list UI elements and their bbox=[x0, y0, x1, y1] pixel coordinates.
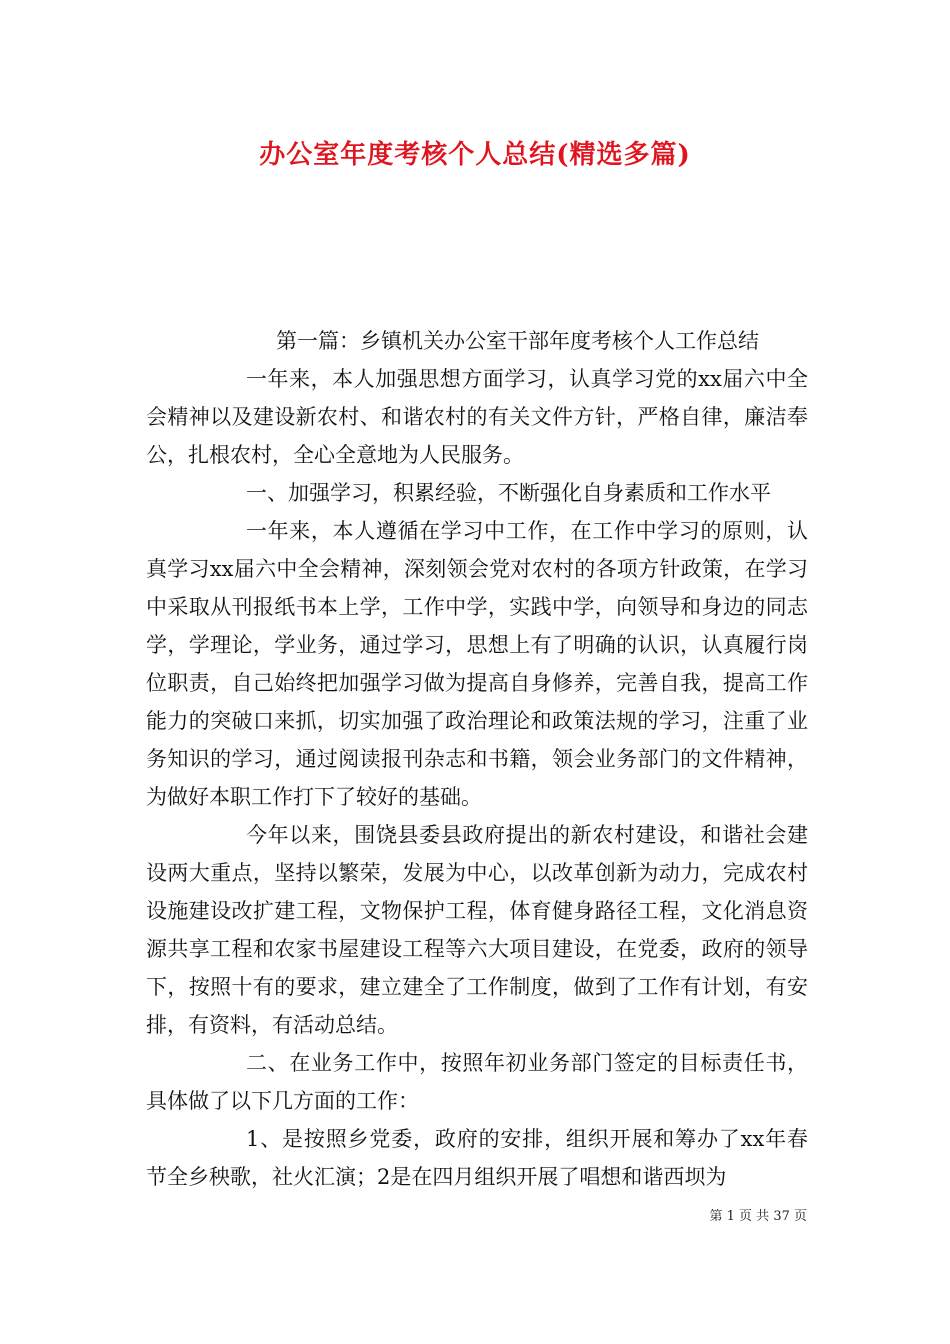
paragraph: 一年来，本人加强思想方面学习，认真学习党的xx届六中全会精神以及建设新农村、和谐农村的有关文件方针，严格自律，廉洁奉公，扎根农村，全心全意地为人民服务。 bbox=[146, 367, 808, 467]
subsection-heading: 一、加强学习，积累经验，不断强化自身素质和工作水平 bbox=[246, 481, 771, 505]
document-title: 办公室年度考核个人总结(精选多篇) bbox=[259, 140, 691, 170]
paragraph: 今年以来，围饶县委县政府提出的新农村建设，和谐社会建设两大重点，坚持以繁荣，发展为中心，以改革创新为动力，完成农村设施建设改扩建工程，文物保护工程，体育健身路径工程，文化消息资源共享工程和农家书屋建设工程等六大项目建设，在党委，政府的领导下，按照十有的要求，建立建全了工作制度，做到了工作有计划，有安排，有资料，有活动总结。 bbox=[146, 823, 808, 1037]
paragraph: 一年来，本人遵循在学习中工作，在工作中学习的原则，认真学习xx届六中全会精神，深刻领会党对农村的各项方针政策，在学习中采取从刊报纸书本上学，工作中学，实践中学，向领导和身边的同志学，学理论，学业务，通过学习，思想上有了明确的认识，认真履行岗位职责，自己始终把加强学习做为提高自身修养，完善自我，提高工作能力的突破口来抓，切实加强了政治理论和政策法规的学习，注重了业务知识的学习，通过阅读报刊杂志和书籍，领会业务部门的文件精神，为做好本职工作打下了较好的基础。 bbox=[146, 519, 808, 809]
subsection-heading: 二、在业务工作中，按照年初业务部门签定的目标责任书，具体做了以下几方面的工作： bbox=[146, 1051, 808, 1113]
document-body bbox=[146, 322, 808, 1196]
paragraph: 1、是按照乡党委，政府的安排，组织开展和筹办了xx年春节全乡秧歌，社火汇演；2是在四月组织开展了唱想和谐西坝为 bbox=[146, 1127, 808, 1189]
page-number-footer: 第 1 页 共 37 页 bbox=[709, 1209, 807, 1224]
section-heading: 第一篇：乡镇机关办公室干部年度考核个人工作总结 bbox=[276, 329, 759, 353]
